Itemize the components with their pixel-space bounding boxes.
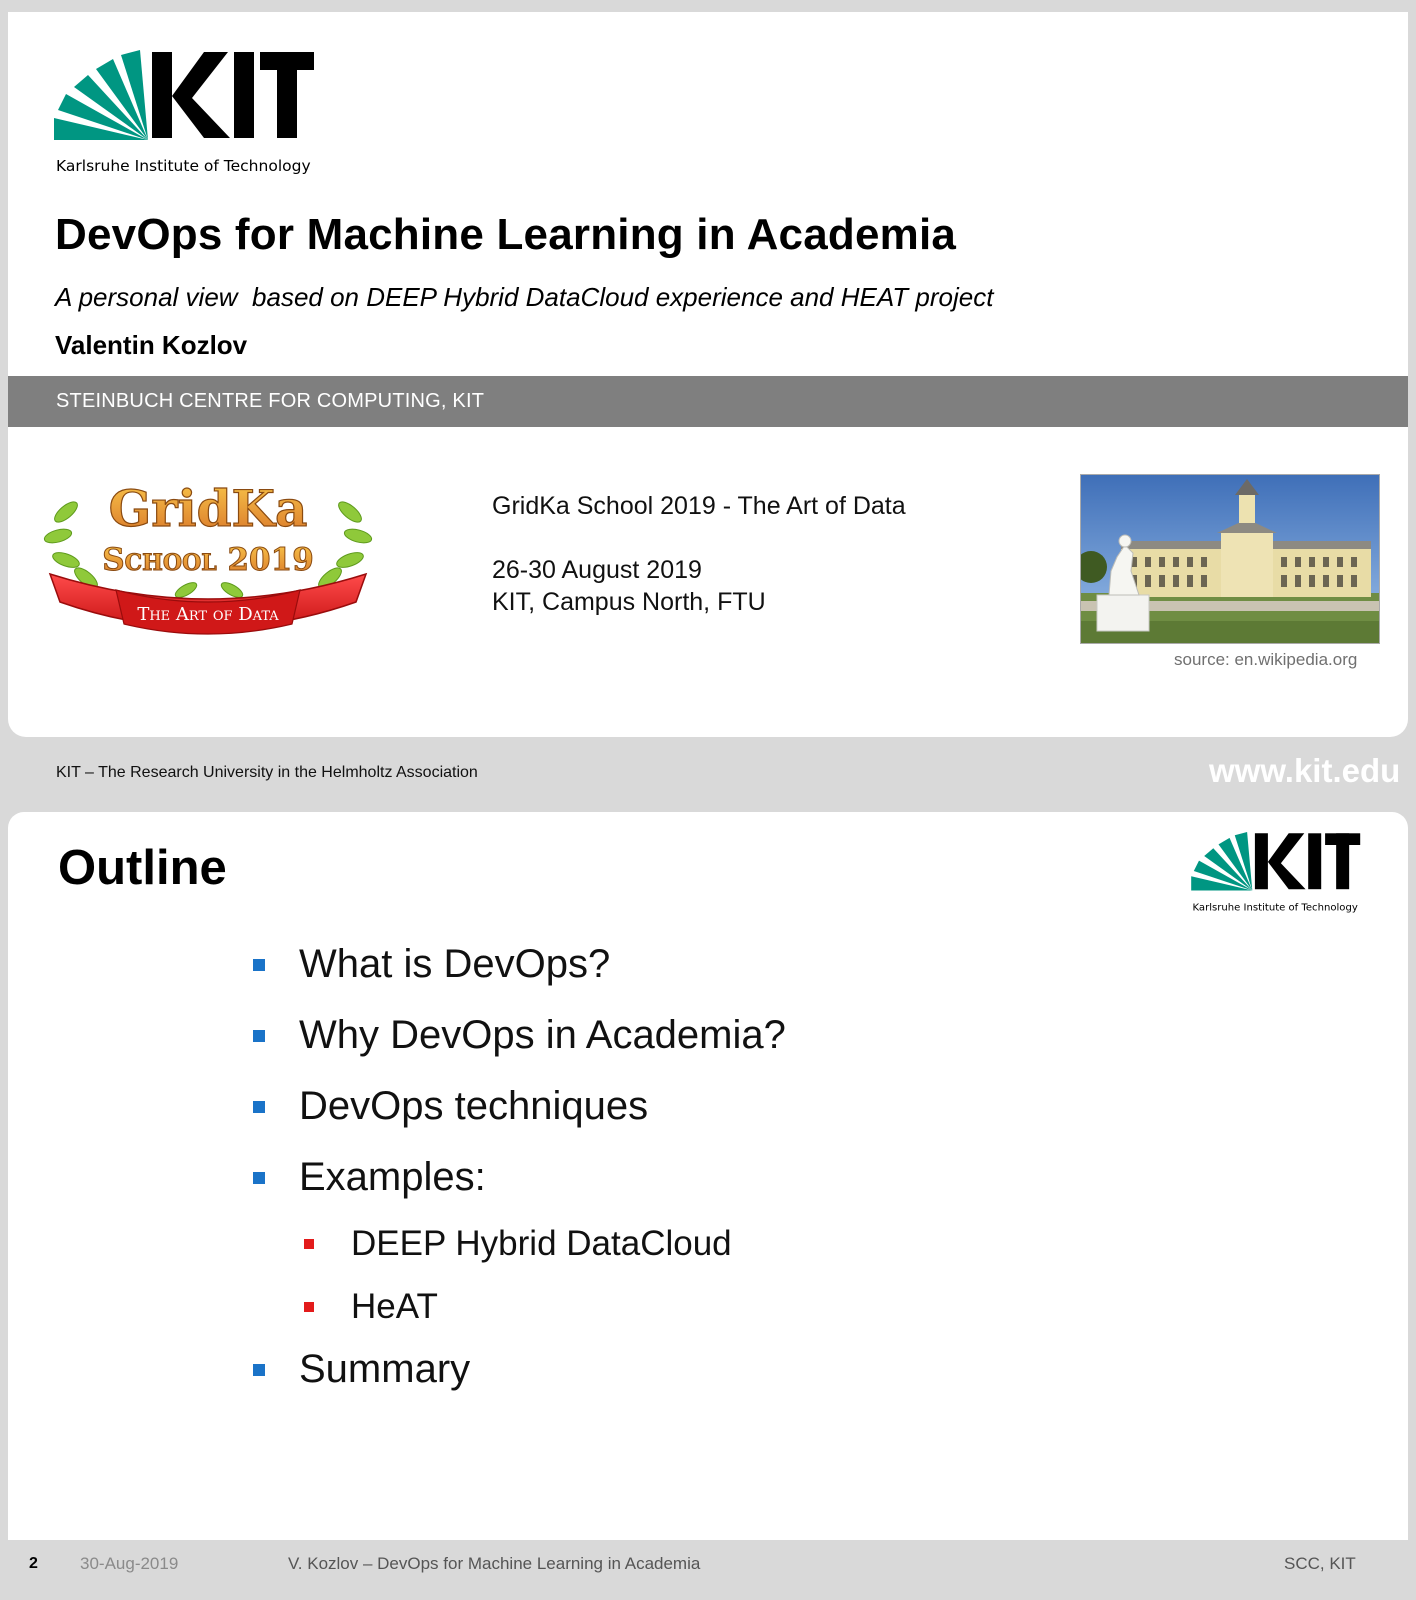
bullet-square-icon <box>304 1302 314 1312</box>
list-item: DevOps techniques <box>253 1084 648 1129</box>
bullet-square-icon <box>253 1364 265 1376</box>
event-date: 26-30 August 2019 <box>492 556 702 584</box>
author-name: Valentin Kozlov <box>55 330 248 360</box>
centre-name: STEINBUCH CENTRE FOR COMPUTING, KIT <box>56 390 485 412</box>
list-subitem: HeAT <box>304 1287 438 1327</box>
photo-source: source: en.wikipedia.org <box>1174 650 1358 669</box>
outline-slide <box>8 812 1408 1540</box>
bullet-square-icon <box>253 959 265 971</box>
kit-url: www.kit.edu <box>1209 752 1401 789</box>
list-item: Examples: <box>253 1155 486 1200</box>
helmholtz-association: KIT – The Research University in the Helmholtz Association <box>56 764 478 781</box>
list-item: Why DevOps in Academia? <box>253 1013 786 1058</box>
kit-tagline: Karlsruhe Institute of Technology <box>56 157 311 175</box>
title-slide <box>8 12 1408 737</box>
centre-bar <box>8 376 1408 427</box>
event-title: GridKa School 2019 - The Art of Data <box>492 492 906 520</box>
slide-subtitle: A personal view based on DEEP Hybrid DataCloud experience and HEAT project <box>55 282 994 312</box>
gridka-school-logo <box>36 474 380 644</box>
footer-date: 30-Aug-2019 <box>80 1554 179 1573</box>
outline-list <box>8 812 1408 1540</box>
event-place: KIT, Campus North, FTU <box>492 588 766 616</box>
list-item: Summary <box>253 1347 470 1392</box>
bullet-square-icon <box>304 1239 314 1249</box>
karlsruhe-palace-photo <box>1080 474 1380 644</box>
list-subitem: DEEP Hybrid DataCloud <box>304 1224 732 1264</box>
footer-title: V. Kozlov – DevOps for Machine Learning in Academia <box>288 1554 701 1573</box>
footer-page-number: 2 <box>29 1555 38 1572</box>
kit-logo <box>54 50 318 190</box>
bullet-square-icon <box>253 1030 265 1042</box>
slide-title: DevOps for Machine Learning in Academia <box>55 210 957 259</box>
gridka-logo-line2: School 2019 <box>102 542 314 578</box>
bullet-square-icon <box>253 1172 265 1184</box>
list-item: What is DevOps? <box>253 942 610 987</box>
outline-title: Outline <box>58 841 227 895</box>
footer-org: SCC, KIT <box>1284 1554 1356 1573</box>
kit-small-tagline: Karlsruhe Institute of Technology <box>1192 902 1358 914</box>
gridka-logo-line1: GridKa <box>108 479 308 538</box>
gridka-logo-ribbon: The Art of Data <box>137 604 279 625</box>
bullet-square-icon <box>253 1101 265 1113</box>
